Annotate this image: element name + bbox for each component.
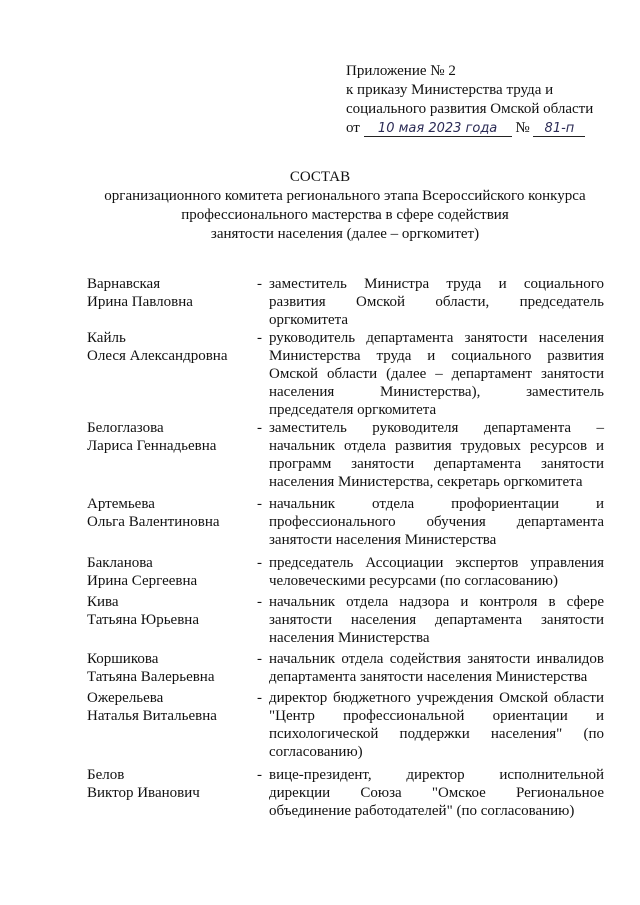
member-row xyxy=(87,495,602,554)
member-surname: Варнавская xyxy=(87,276,161,292)
member-surname: Бакланова xyxy=(87,555,153,571)
member-surname: Ожерельева xyxy=(87,690,164,706)
member-name xyxy=(87,329,257,419)
member-name xyxy=(87,419,257,495)
member-surname: Коршикова xyxy=(87,651,159,667)
member-duty: руководитель департамента занятости населения Министерства труда и социального развития Омской области (далее – департамент занятости населения Министерства), заместитель председателя оргкомитета xyxy=(269,330,604,418)
member-name xyxy=(87,689,257,766)
member-name xyxy=(87,593,257,650)
dash-separator: - xyxy=(257,330,262,346)
member-row xyxy=(87,554,602,593)
member-given-name: Виктор Иванович xyxy=(87,785,200,801)
dash-separator: - xyxy=(257,555,262,571)
handwritten-date: 10 мая 2023 года xyxy=(364,122,512,137)
appendix-header xyxy=(346,62,593,138)
member-given-name: Олеся Александровна xyxy=(87,348,228,364)
appendix-number: Приложение № 2 xyxy=(346,63,456,79)
member-row xyxy=(87,650,602,689)
member-name xyxy=(87,554,257,593)
member-duty: заместитель Министра труда и социального развития Омской области, председатель оргкомитета xyxy=(269,276,604,328)
member-duty: председатель Ассоциации экспертов управления человеческими ресурсами (по согласованию) xyxy=(269,555,604,589)
member-surname: Артемьева xyxy=(87,496,155,512)
member-given-name: Наталья Витальевна xyxy=(87,708,217,724)
order-date-line xyxy=(346,119,593,138)
dash-separator: - xyxy=(257,767,262,783)
document-title: СОСТАВ xyxy=(289,169,351,185)
document-subtitle xyxy=(85,187,605,244)
member-surname: Кайль xyxy=(87,330,126,346)
member-duty: директор бюджетного учреждения Омской области "Центр профессиональной ориентации и психологической поддержки населения" (по согласованию) xyxy=(269,690,604,760)
dash-separator: - xyxy=(257,690,262,706)
dash-separator: - xyxy=(257,276,262,292)
subtitle-line: занятости населения (далее – оргкомитет) xyxy=(210,226,480,242)
member-given-name: Татьяна Юрьевна xyxy=(87,612,199,628)
number-label: № xyxy=(515,120,530,136)
dash-separator: - xyxy=(257,496,262,512)
member-row xyxy=(87,689,602,766)
member-given-name: Ирина Сергеевна xyxy=(87,573,198,589)
member-given-name: Ольга Валентиновна xyxy=(87,514,220,530)
handwritten-number: 81-п xyxy=(533,122,585,137)
member-name xyxy=(87,275,257,329)
member-surname: Белов xyxy=(87,767,125,783)
member-row xyxy=(87,593,602,650)
dash-separator: - xyxy=(257,651,262,667)
dash-separator: - xyxy=(257,420,262,436)
appendix-ministry: социального развития Омской области xyxy=(346,101,594,117)
member-row xyxy=(87,766,602,826)
subtitle-line: профессионального мастерства в сфере содействия xyxy=(181,207,509,223)
member-given-name: Ирина Павловна xyxy=(87,294,193,310)
member-name xyxy=(87,495,257,554)
dash-separator: - xyxy=(257,594,262,610)
member-name xyxy=(87,650,257,689)
member-row xyxy=(87,329,602,419)
member-row xyxy=(87,419,602,495)
member-surname: Кива xyxy=(87,594,119,610)
member-duty: заместитель руководителя департамента – начальник отдела развития трудовых ресурсов и программ занятости департамента занятости населения Министерства, секретарь оргкомитета xyxy=(269,420,604,490)
member-duty: начальник отдела профориентации и профессионального обучения департамента занятости населения Министерства xyxy=(269,496,604,548)
member-given-name: Татьяна Валерьевна xyxy=(87,669,215,685)
member-duty: начальник отдела содействия занятости инвалидов департамента занятости населения Министерства xyxy=(269,651,604,685)
member-duty: вице-президент, директор исполнительной дирекции Союза "Омское Региональное объединение работодателей" (по согласованию) xyxy=(269,767,604,819)
subtitle-line: организационного комитета регионального этапа Всероссийского конкурса xyxy=(104,188,586,204)
committee-members-list xyxy=(87,275,602,826)
member-surname: Белоглазова xyxy=(87,420,164,436)
member-given-name: Лариса Геннадьевна xyxy=(87,438,217,454)
appendix-order-ref: к приказу Министерства труда и xyxy=(346,82,554,98)
member-row xyxy=(87,275,602,329)
member-duty: начальник отдела надзора и контроля в сфере занятости населения департамента занятости населения Министерства xyxy=(269,594,604,646)
member-name xyxy=(87,766,257,826)
from-label: от xyxy=(346,120,360,136)
